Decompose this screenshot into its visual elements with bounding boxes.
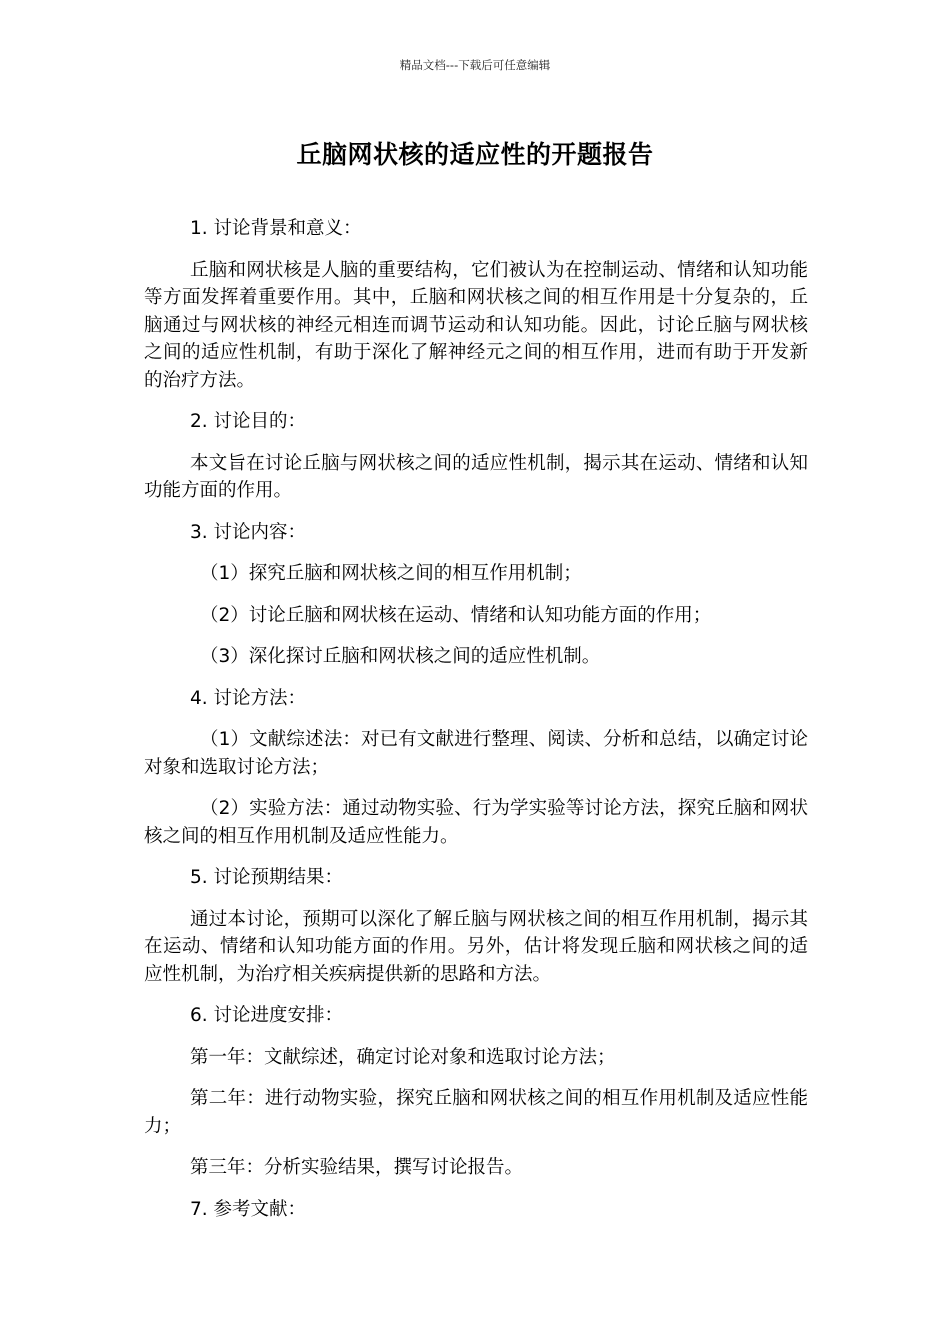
method-item: （1）文献综述法：对已有文献进行整理、阅读、分析和总结，以确定讨论对象和选取讨论方法； xyxy=(144,729,808,778)
section-heading-purpose: 2. 讨论目的： xyxy=(190,411,307,432)
page-header: 精品文档---下载后可任意编辑 xyxy=(399,58,551,72)
schedule-item: 第一年：文献综述，确定讨论对象和选取讨论方法； xyxy=(190,1046,616,1068)
document-title: 丘脑网状核的适应性的开题报告 xyxy=(296,140,654,169)
section-heading-expected-results: 5. 讨论预期结果： xyxy=(190,867,344,888)
schedule-item: 第三年：分析实验结果，撰写讨论报告。 xyxy=(190,1157,524,1178)
section-heading-schedule: 6. 讨论进度安排： xyxy=(190,1005,344,1026)
section-body-background: 丘脑和网状核是人脑的重要结构，它们被认为在控制运动、情绪和认知功能等方面发挥着重要作用。其中，丘脑和网状核之间的相互作用是十分复杂的，丘脑通过与网状核的神经元相连而调节运动和认知功能。因此，讨论丘脑与网状核之间的适应性机制，有助于深化了解神经元之间的相互作用，进而有助于开发新的治疗方法。 xyxy=(144,259,808,391)
content-item: （1）探究丘脑和网状核之间的相互作用机制； xyxy=(200,563,582,584)
method-item: （2）实验方法：通过动物实验、行为学实验等讨论方法，探究丘脑和网状核之间的相互作用机制及适应性能力。 xyxy=(144,798,808,847)
content-item: （2）讨论丘脑和网状核在运动、情绪和认知功能方面的作用； xyxy=(200,604,712,626)
section-body-purpose: 本文旨在讨论丘脑与网状核之间的适应性机制，揭示其在运动、情绪和认知功能方面的作用。 xyxy=(144,452,808,501)
content-item: （3）深化探讨丘脑和网状核之间的适应性机制。 xyxy=(200,646,601,667)
section-heading-content: 3. 讨论内容： xyxy=(190,521,307,543)
schedule-item: 第二年：进行动物实验，探究丘脑和网状核之间的相互作用机制及适应性能力； xyxy=(144,1088,808,1137)
section-heading-background: 1. 讨论背景和意义： xyxy=(190,218,362,239)
document-body xyxy=(144,215,808,1237)
section-body-expected-results: 通过本讨论，预期可以深化了解丘脑与网状核之间的相互作用机制，揭示其在运动、情绪和认知功能方面的作用。另外，估计将发现丘脑和网状核之间的适应性机制，为治疗相关疾病提供新的思路和方法。 xyxy=(144,908,808,985)
section-heading-references: 7. 参考文献： xyxy=(190,1198,307,1220)
section-heading-methods: 4. 讨论方法： xyxy=(190,687,307,709)
